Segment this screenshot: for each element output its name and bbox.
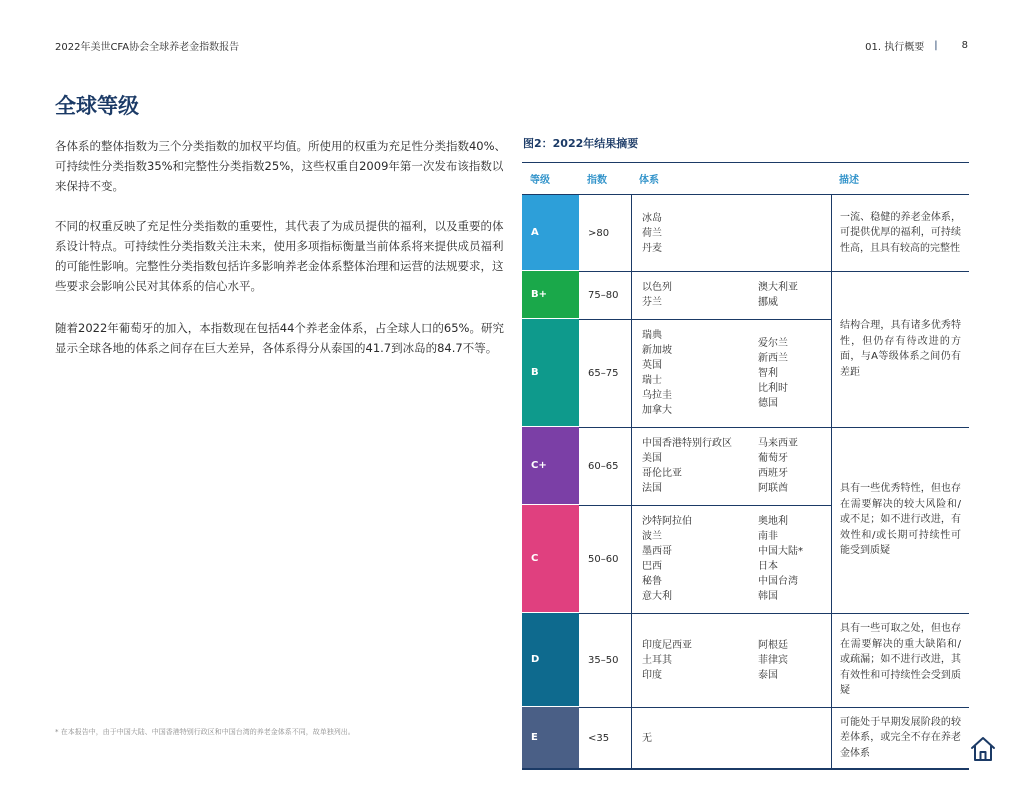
header-separator: |: [934, 40, 938, 51]
description-divider: [831, 707, 969, 708]
results-table: [522, 162, 969, 769]
row-divider: [579, 271, 831, 272]
system-name: 菲律宾: [758, 654, 788, 666]
systems-column-left: [642, 280, 758, 310]
description-divider: [831, 427, 969, 428]
systems-column-right: [758, 436, 798, 496]
score-cell: 50–60: [588, 553, 619, 565]
section-label: 01. 执行概要: [865, 42, 925, 53]
description-cell-d: 具有一些可取之处，但也存在需要解决的重大缺陷和/或疏漏；如不进行改进，其有效性和可持续性会受到质疑: [831, 613, 969, 707]
grade-cell: A: [522, 195, 579, 271]
system-name: 丹麦: [642, 242, 662, 254]
col-header-grade: 等级: [530, 175, 550, 186]
system-name: 意大利: [642, 591, 672, 602]
system-name: 挪威: [758, 297, 778, 308]
grade-cell: E: [522, 707, 579, 769]
page-title: 全球等级: [55, 94, 139, 118]
system-name: 阿联酋: [758, 483, 788, 494]
system-name: 阿根廷: [758, 639, 788, 651]
system-name: 新加坡: [642, 345, 672, 356]
system-name: 英国: [642, 360, 662, 371]
systems-column-left: [642, 731, 758, 746]
system-name: 瑞典: [642, 330, 662, 341]
system-name: 比利时: [758, 382, 788, 394]
score-cell: 75–80: [588, 289, 619, 301]
score-cell: 35–50: [588, 654, 619, 666]
table-body: [522, 195, 969, 769]
system-name: 芬兰: [642, 297, 662, 308]
system-name: 南非: [758, 531, 778, 542]
system-name: 智利: [758, 367, 778, 379]
system-name: 波兰: [642, 531, 662, 542]
systems-column-right: [758, 280, 798, 310]
system-name: 葡萄牙: [758, 453, 788, 464]
score-cell: <35: [588, 732, 610, 744]
system-name: 瑞士: [642, 375, 662, 386]
table-header: [522, 163, 969, 195]
systems-cell: [631, 319, 831, 427]
systems-column-left: [642, 328, 758, 418]
description-cell-e: 可能处于早期发展阶段的较差体系，或完全不存在养老金体系: [831, 707, 969, 769]
system-name: 印度: [642, 669, 662, 681]
grade-cell: C: [522, 505, 579, 613]
system-name: 日本: [758, 561, 778, 572]
system-name: 奥地利: [758, 516, 788, 527]
row-divider: [579, 613, 831, 614]
system-name: 法国: [642, 483, 662, 494]
system-name: 泰国: [758, 669, 778, 681]
score-cell: 60–65: [588, 460, 619, 472]
system-name: 中国大陆*: [758, 546, 803, 557]
grade-cell: B: [522, 319, 579, 427]
score-cell: >80: [588, 227, 610, 239]
page-number: 8: [961, 40, 968, 51]
description-divider: [831, 613, 969, 614]
description-cell-b: 结构合理，具有诸多优秀特性，但仍存有待改进的方面，与A等级体系之间仍有差距: [831, 271, 969, 427]
system-name: 墨西哥: [642, 546, 672, 557]
systems-cell: [631, 195, 831, 271]
systems-cell: [631, 505, 831, 613]
system-name: 乌拉圭: [642, 390, 672, 401]
home-icon[interactable]: [969, 735, 997, 763]
grade-cell: D: [522, 613, 579, 707]
system-name: 无: [642, 732, 652, 744]
system-name: 马来西亚: [758, 438, 798, 449]
row-divider: [579, 319, 831, 320]
systems-column-left: [642, 514, 758, 604]
systems-cell: [631, 427, 831, 505]
systems-cell: [631, 707, 831, 769]
systems-column-left: [642, 436, 758, 496]
system-name: 荷兰: [642, 227, 662, 239]
row-divider: [579, 505, 831, 506]
system-name: 中国香港特别行政区: [642, 438, 732, 449]
table-bottom-rule: [522, 768, 969, 770]
col-header-systems: 体系: [639, 175, 659, 186]
systems-column-right: [758, 328, 788, 418]
systems-cell: [631, 613, 831, 707]
systems-column-right: [758, 514, 803, 604]
footnote: * 在本报告中，由于中国大陆、中国香港特别行政区和中国台湾的养老金体系不同，故单独列出。: [55, 728, 355, 736]
system-name: 秘鲁: [642, 576, 662, 587]
row-divider: [579, 427, 831, 428]
systems-column-right: [758, 638, 788, 683]
system-name: 爱尔兰: [758, 337, 788, 349]
system-name: 冰岛: [642, 212, 662, 224]
system-name: 中国台湾: [758, 576, 798, 587]
paragraph-coverage: 随着2022年葡萄牙的加入，本指数现在包括44个养老金体系，占全球人口的65%。研究显示全球各地的体系之间存在巨大差异，各体系得分从泰国的41.7到冰岛的84.7不等。: [55, 321, 504, 355]
row-divider: [579, 707, 831, 708]
score-cell: 65–75: [588, 367, 619, 379]
system-name: 美国: [642, 453, 662, 464]
system-name: 德国: [758, 397, 778, 409]
paragraph-weights: 各体系的整体指数为三个分类指数的加权平均值。所使用的权重为充足性分类指数40%、可持续性分类指数35%和完整性分类指数25%，这些权重自2009年第一次发布该指数以来保持不变。: [55, 139, 507, 193]
col-header-description: 描述: [839, 175, 859, 186]
system-name: 西班牙: [758, 468, 788, 479]
description-cell-a: 一流、稳健的养老金体系，可提供优厚的福利，可持续性高，且具有较高的完整性: [831, 195, 969, 271]
grade-cell: C+: [522, 427, 579, 505]
paragraph-weight-meaning: 不同的权重反映了充足性分类指数的重要性，其代表了为成员提供的福利，以及重要的体系设计特点。可持续性分类指数关注未来，使用多项指标衡量当前体系将来提供成员福利的可能性影响。完整性分类指数包括许多影响养老金体系整体治理和运营的法规要求，这些要求会影响公民对其体系的信心水平。: [55, 219, 504, 293]
system-name: 沙特阿拉伯: [642, 516, 692, 527]
systems-cell: [631, 271, 831, 319]
system-name: 新西兰: [758, 352, 788, 364]
systems-column-left: [642, 211, 758, 256]
systems-column-left: [642, 638, 758, 683]
col-header-score: 指数: [587, 175, 607, 186]
system-name: 哥伦比亚: [642, 468, 682, 479]
system-name: 韩国: [758, 591, 778, 602]
grade-cell: B+: [522, 271, 579, 319]
system-name: 加拿大: [642, 405, 672, 416]
figure-title: 图2：2022年结果摘要: [523, 137, 639, 150]
system-name: 以色列: [642, 282, 672, 293]
system-name: 土耳其: [642, 654, 672, 666]
system-name: 澳大利亚: [758, 282, 798, 293]
description-divider: [831, 271, 969, 272]
description-cell-c: 具有一些优秀特性，但也存在需要解决的较大风险和/或不足；如不进行改进，有效性和/或长期可持续性可能受到质疑: [831, 427, 969, 613]
page-header-right: [865, 38, 968, 53]
system-name: 印度尼西亚: [642, 639, 692, 651]
system-name: 巴西: [642, 561, 662, 572]
report-title: 2022年美世CFA协会全球养老金指数报告: [55, 42, 240, 53]
